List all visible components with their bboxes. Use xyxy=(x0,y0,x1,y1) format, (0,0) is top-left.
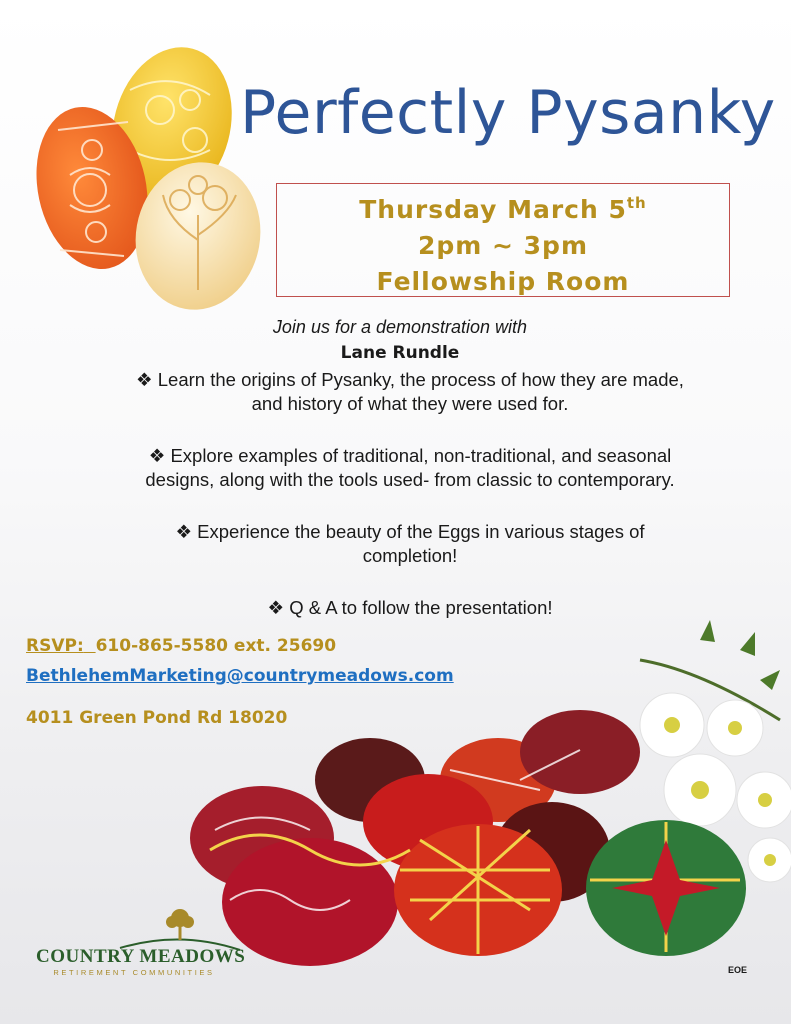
bullet-item xyxy=(60,444,760,492)
event-date: Thursday March 5th xyxy=(359,194,647,224)
date-ordinal-suffix: th xyxy=(626,194,647,212)
easter-eggs-top-image xyxy=(22,34,272,320)
bullet-line: and history of what they were used for. xyxy=(251,393,569,414)
logo-tagline: RETIREMENT COMMUNITIES xyxy=(53,968,215,977)
event-details-box xyxy=(276,183,730,297)
event-title: Perfectly Pysanky xyxy=(240,78,776,148)
logo-name: COUNTRY MEADOWS xyxy=(36,946,246,967)
intro-text: Join us for a demonstration with xyxy=(272,317,528,337)
bullet-line: ❖ Learn the origins of Pysanky, the process of how they are made, xyxy=(136,369,684,390)
presenter-name: Lane Rundle xyxy=(340,343,460,363)
address: 4011 Green Pond Rd 18020 xyxy=(26,708,288,728)
country-meadows-tree-logo xyxy=(120,909,240,950)
bullet-line: ❖ Explore examples of traditional, non-traditional, and seasonal xyxy=(148,445,672,466)
bullet-line: ❖ Experience the beauty of the Eggs in various stages of xyxy=(175,521,645,542)
event-time: 2pm ~ 3pm xyxy=(417,231,589,260)
bullet-line: designs, along with the tools used- from classic to contemporary. xyxy=(145,469,675,490)
bullet-line: completion! xyxy=(362,545,458,566)
rsvp-line xyxy=(26,636,336,656)
bullet-item xyxy=(60,596,760,620)
email-link[interactable]: BethlehemMarketing@countrymeadows.com xyxy=(26,666,454,686)
rsvp-label: RSVP: xyxy=(26,636,84,656)
bullet-line: ❖ Q & A to follow the presentation! xyxy=(267,597,553,618)
event-location: Fellowship Room xyxy=(376,267,630,296)
rsvp-phone[interactable]: 610-865-5580 ext. 25690 xyxy=(95,636,337,656)
eoe-label: EOE xyxy=(728,965,748,975)
bullet-item xyxy=(60,368,760,416)
bullet-item xyxy=(60,520,760,568)
